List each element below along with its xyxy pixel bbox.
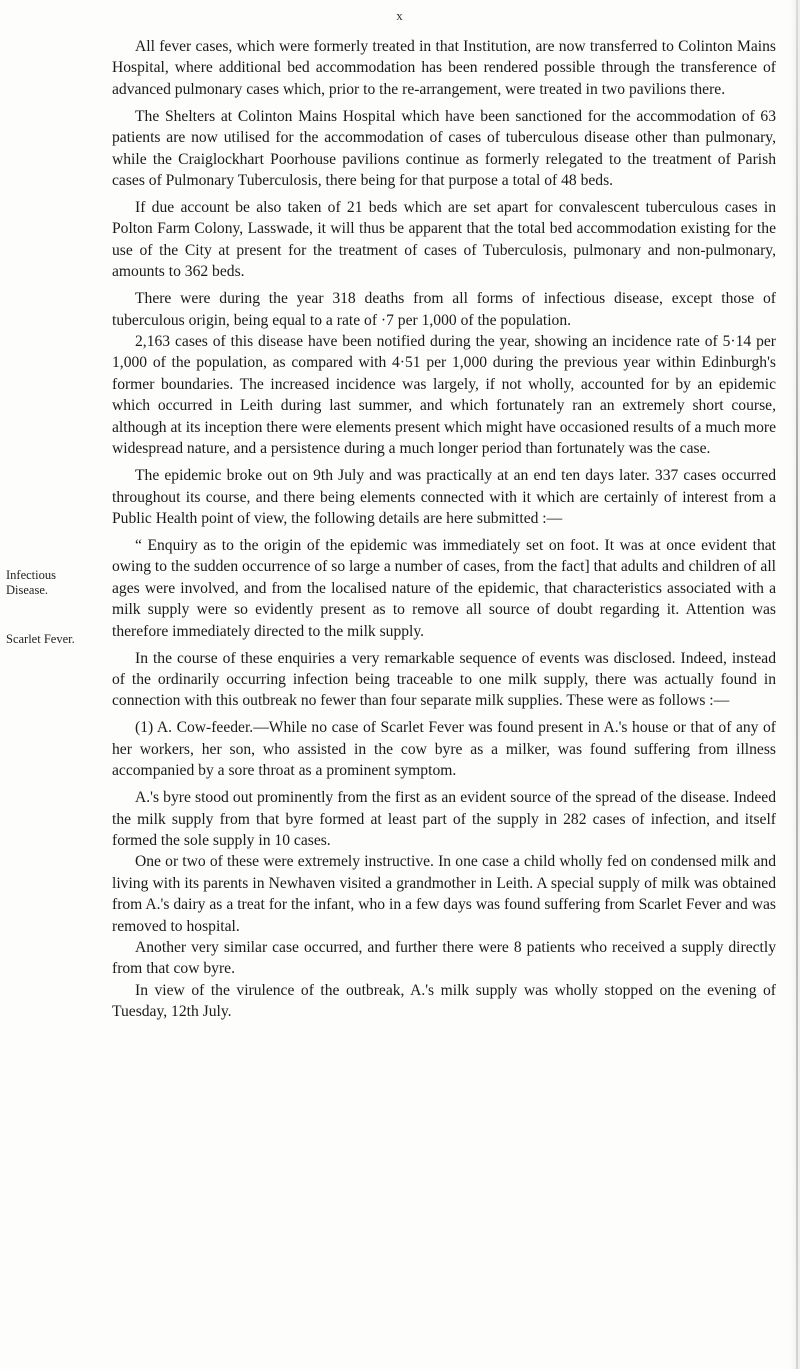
paragraph-cow-feeder: (1) A. Cow-feeder.—While no case of Scarlet Fever was found present in A.'s house or that of any of her workers, her son, who assisted in the cow byre as a milker, was found suffering from illness accompanied by a sore throat as a prominent symptom. (112, 719, 776, 780)
margin-note-infectious-disease: Infectious Disease. (6, 568, 56, 597)
page-number: x (396, 8, 404, 23)
paragraph-similar-case: Another very similar case occurred, and further there were 8 patients who received a supply directly from that cow byre. (112, 939, 776, 978)
paragraph-enquiry: “ Enquiry as to the origin of the epidemic was immediately set on foot. It was at once evident that owing to the sudden occurrence of so large a number of cases, from the fact] that adults and children of all ages were involved, and from the localised nature of the epidemic, that characteristics associated with a milk supply were so evidently present as to remove all source of doubt regarding it. Attention was therefore immediately directed to the milk supply. (112, 536, 776, 640)
page-edge-line (796, 0, 798, 1369)
paragraph-instructive-cases: One or two of these were extremely instructive. In one case a child wholly fed on condensed milk and living with its parents in Newhaven visited a grandmother in Leith. A special supply of milk was obtained from A.'s dairy as a treat for the infant, who in a few days was found suffering from Scarlet Fever and was removed to hospital. (112, 853, 776, 935)
paragraph-scarlet-fever-cases: 2,163 cases of this disease have been notified during the year, showing an incidence rate of 5·14 per 1,000 of the population, as compared with 4·51 per 1,000 during the previous year within Edinburgh's former boundaries. The increased incidence was largely, if not wholly, accounted for by an epidemic which occurred in Leith during last summer, and which fortunately ran an extremely short course, although at its inception there were elements present which might have occasioned results of a much more widespread nature, and a persistence during a much longer period than fortunately was the case. (112, 333, 776, 458)
paragraph-fever-cases-transfer: All fever cases, which were formerly treated in that Institution, are now transferred to Colinton Mains Hospital, where additional bed accommodation has been rendered possible through the transference of advanced pulmonary cases which, prior to the re-arrangement, were treated in two pavilions there. (112, 38, 776, 98)
paragraph-byre-source: A.'s byre stood out prominently from the first as an evident source of the spread of the disease. Indeed the milk supply from that byre formed at least part of the supply in 282 cases of infection, and itself formed the sole supply in 10 cases. (112, 789, 776, 849)
paragraph-infectious-deaths: There were during the year 318 deaths from all forms of infectious disease, except those of tuberculous origin, being equal to a rate of ·7 per 1,000 of the population. (112, 290, 776, 329)
body-text (112, 36, 776, 1023)
paragraph-supply-stopped: In view of the virulence of the outbreak, A.'s milk supply was wholly stopped on the evening of Tuesday, 12th July. (112, 981, 776, 1021)
paragraph-shelters: The Shelters at Colinton Mains Hospital which have been sanctioned for the accommodation of 63 patients are now utilised for the accommodation of cases of tuberculous disease other than pulmonary, while the Craiglockhart Poorhouse pavilions continue as formerly relegated to the treatment of Parish cases of Pulmonary Tuberculosis, there being for that purpose a total of 48 beds. (112, 107, 776, 190)
margin-note-scarlet-fever: Scarlet Fever. (6, 632, 75, 646)
paragraph-epidemic-outbreak: The epidemic broke out on 9th July and was practically at an end ten days later. 337 cases occurred throughout its course, and there being elements connected with it which are certainly of interest from a Public Health point of view, the following details are here submitted :— (112, 467, 776, 527)
paragraph-bed-accommodation: If due account be also taken of 21 beds which are set apart for convalescent tuberculous cases in Polton Farm Colony, Lasswade, it will thus be apparent that the total bed accommodation existing for the use of the City at present for the treatment of cases of Tuberculosis, pulmonary and non-pulmonary, amounts to 362 beds. (112, 199, 776, 281)
page-edge-shadow (790, 0, 800, 1369)
paragraph-sequence-of-events: In the course of these enquiries a very remarkable sequence of events was disclosed. Indeed, instead of the ordinarily occurring infection being traceable to one milk supply, there was actually found in connection with this outbreak no fewer than four separate milk supplies. These were as follows :— (112, 649, 776, 710)
